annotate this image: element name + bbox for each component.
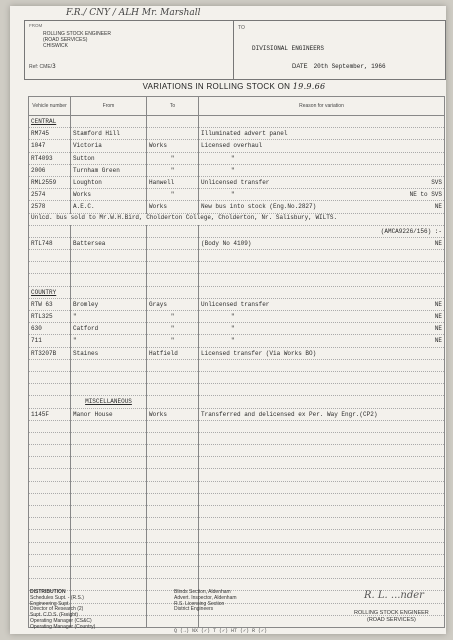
- cell-to: ": [147, 311, 199, 323]
- cell-reason: [199, 566, 445, 578]
- cell-to: [147, 530, 199, 542]
- cell-reason: [199, 262, 445, 274]
- cell-vehicle: [29, 384, 71, 396]
- table-row: [29, 311, 445, 323]
- cell-from: [71, 542, 147, 554]
- variation-note: (AMCA9226/156) :-: [380, 227, 442, 235]
- distribution-right: [174, 590, 237, 613]
- table-row: [29, 237, 445, 249]
- cell-from: [71, 432, 147, 444]
- cell-vehicle: 1145F: [29, 408, 71, 420]
- cell-vehicle: [29, 432, 71, 444]
- distribution-left: [30, 590, 95, 631]
- cell-to: ": [147, 323, 199, 335]
- full-width-note: Unlcd. bus sold to Mr.W.H.Bird, Cholderton College, Cholderton, Nr. Salisbury, WILTS.: [31, 213, 338, 221]
- cell-from: [71, 274, 147, 286]
- cell-vehicle: [29, 262, 71, 274]
- cell-reason: [199, 128, 445, 140]
- cell-from: A.E.C.: [71, 201, 147, 213]
- from-line: ROLLING STOCK ENGINEER: [43, 31, 111, 37]
- reason-text: Unlicensed transfer: [201, 179, 270, 187]
- cell-from: MISCELLANEOUS: [71, 396, 147, 408]
- col-reason: Reason for variation: [199, 97, 445, 116]
- reason-text: Licensed transfer (Via Works BO): [201, 349, 317, 357]
- cell-vehicle: [29, 250, 71, 262]
- cell-vehicle: 2006: [29, 164, 71, 176]
- table-row: [29, 140, 445, 152]
- cell-reason: [199, 432, 445, 444]
- cell-from: Sutton: [71, 152, 147, 164]
- reason-text: ": [231, 325, 235, 333]
- title-date: 19.9.66: [292, 82, 326, 91]
- variation-note: NE: [434, 337, 442, 345]
- variation-note: NE: [434, 325, 442, 333]
- table-row: [29, 347, 445, 359]
- col-vehicle: Vehicle number: [29, 97, 71, 116]
- cell-to: ": [147, 164, 199, 176]
- table-header-row: [29, 97, 445, 116]
- variations-table: [28, 96, 445, 628]
- reason-text: ": [231, 191, 235, 199]
- cell-to: [147, 493, 199, 505]
- table-row: [29, 432, 445, 444]
- col-to: To: [147, 97, 199, 116]
- cell-from: [71, 518, 147, 530]
- table-row: [29, 493, 445, 505]
- cell-vehicle: CENTRAL: [29, 116, 71, 128]
- cell-reason: [199, 140, 445, 152]
- cell-to: [147, 225, 199, 237]
- distribution-ticks: Q (→) NX (✓) T (✓) HT (✓) R (✓): [174, 628, 268, 634]
- cell-to: [147, 518, 199, 530]
- cell-to: Works: [147, 140, 199, 152]
- cell-vehicle: [29, 493, 71, 505]
- table-row: [29, 335, 445, 347]
- cell-from: [71, 566, 147, 578]
- reason-text: (Body No 4109): [201, 239, 252, 247]
- col-from: From: [71, 97, 147, 116]
- cell-to: [147, 286, 199, 298]
- to-label: TO: [238, 25, 245, 31]
- reason-text: Illuminated advert panel: [201, 130, 288, 138]
- cell-from: Victoria: [71, 140, 147, 152]
- reason-text: ": [231, 154, 235, 162]
- table-row: [29, 445, 445, 457]
- cell-to: [147, 432, 199, 444]
- distribution-item: Engineering Supt.: [30, 600, 70, 607]
- cell-reason: [199, 201, 445, 213]
- cell-reason: [199, 408, 445, 420]
- cell-from: [71, 384, 147, 396]
- table-row: [29, 457, 445, 469]
- cell-vehicle: [29, 566, 71, 578]
- cell-to: [147, 274, 199, 286]
- to-box: [234, 21, 445, 79]
- table-row: [29, 323, 445, 335]
- cell-vehicle: [29, 518, 71, 530]
- table-row: [29, 164, 445, 176]
- cell-from: [71, 481, 147, 493]
- cell-to: [147, 384, 199, 396]
- cell-reason: [199, 359, 445, 371]
- cell-reason: [199, 371, 445, 383]
- cell-to: [147, 396, 199, 408]
- cell-vehicle: [29, 371, 71, 383]
- cell-to: ": [147, 335, 199, 347]
- reason-text: ": [231, 313, 235, 321]
- cell-vehicle: [29, 506, 71, 518]
- cell-from: [71, 493, 147, 505]
- reason-text: Transferred and delicensed ex Per. Way Engr.(CP2): [201, 410, 378, 418]
- cell-to: [147, 371, 199, 383]
- from-lines: [43, 31, 111, 49]
- cell-vehicle: [29, 274, 71, 286]
- cell-reason: [199, 225, 445, 237]
- cell-reason: [199, 335, 445, 347]
- cell-to: [147, 506, 199, 518]
- cell-vehicle: RML2559: [29, 176, 71, 188]
- cell-vehicle: [29, 542, 71, 554]
- cell-reason: [199, 347, 445, 359]
- from-line: (ROAD SERVICES): [43, 37, 88, 43]
- cell-reason: [199, 176, 445, 188]
- cell-from: Loughton: [71, 176, 147, 188]
- cell-to: Works: [147, 201, 199, 213]
- distribution-item: Operating Manager (Country): [30, 623, 96, 630]
- cell-to: [147, 566, 199, 578]
- cell-reason: [199, 506, 445, 518]
- reason-text: ": [231, 337, 235, 345]
- cell-from: Works: [71, 189, 147, 201]
- cell-vehicle: 2578: [29, 201, 71, 213]
- distribution-item: Director of Research (2): [30, 606, 84, 613]
- reason-text: ": [231, 166, 235, 174]
- table-row: [29, 420, 445, 432]
- cell-to: [147, 481, 199, 493]
- table-row: [29, 116, 445, 128]
- cell-to: [147, 237, 199, 249]
- cell-vehicle: [29, 530, 71, 542]
- cell-vehicle: 630: [29, 323, 71, 335]
- cell-vehicle: [29, 420, 71, 432]
- signatory: [354, 610, 429, 624]
- cell-reason: [199, 518, 445, 530]
- to-value: DIVISIONAL ENGINEERS: [252, 45, 325, 52]
- table-row: [29, 359, 445, 371]
- table-row: [29, 213, 445, 225]
- cell-reason: [199, 445, 445, 457]
- signatory-line: (ROAD SERVICES): [366, 617, 416, 623]
- table-row: [29, 384, 445, 396]
- cell-from: [71, 116, 147, 128]
- table-row: [29, 506, 445, 518]
- cell-vehicle: [29, 469, 71, 481]
- cell-from: [71, 359, 147, 371]
- cell-from: [71, 250, 147, 262]
- table-row: [29, 176, 445, 188]
- distribution-label: DISTRIBUTION: [30, 589, 66, 595]
- cell-vehicle: [29, 225, 71, 237]
- document-sheet: [10, 6, 446, 634]
- table-row: [29, 274, 445, 286]
- cell-vehicle: [29, 359, 71, 371]
- cell-vehicle: 2574: [29, 189, 71, 201]
- cell-reason: [199, 189, 445, 201]
- cell-vehicle: [29, 554, 71, 566]
- cell-from: Battersea: [71, 237, 147, 249]
- table-row: [29, 250, 445, 262]
- table-row: [29, 542, 445, 554]
- cell-reason: [199, 323, 445, 335]
- cell-from: [71, 530, 147, 542]
- table-row: [29, 554, 445, 566]
- cell-to: [147, 554, 199, 566]
- cell-reason: [199, 469, 445, 481]
- distribution-item: Operating Manager (CS&C): [30, 617, 92, 624]
- variation-note: NE to SVS: [409, 191, 442, 199]
- cell-reason: [199, 250, 445, 262]
- cell-from: Manor House: [71, 408, 147, 420]
- cell-reason: [199, 396, 445, 408]
- cell-reason: [199, 493, 445, 505]
- table-row: [29, 152, 445, 164]
- cell-vehicle: [29, 445, 71, 457]
- cell-to: Hatfield: [147, 347, 199, 359]
- header-box: [24, 20, 446, 80]
- cell-to: [147, 359, 199, 371]
- cell-to: [147, 128, 199, 140]
- cell-reason: [199, 530, 445, 542]
- cell-reason: [199, 237, 445, 249]
- cell-to: Hanwell: [147, 176, 199, 188]
- cell-reason: [199, 164, 445, 176]
- distribution-item: Schedules Supt. - (R.S.): [30, 594, 84, 601]
- reason-text: Licensed overhaul: [201, 142, 263, 150]
- cell-vehicle: RT4093: [29, 152, 71, 164]
- cell-reason: [199, 420, 445, 432]
- table-row: [29, 286, 445, 298]
- cell-to: ": [147, 152, 199, 164]
- cell-reason: [199, 152, 445, 164]
- cell-vehicle: RM745: [29, 128, 71, 140]
- cell-to: [147, 457, 199, 469]
- cell-from: [71, 469, 147, 481]
- cell-to: Works: [147, 408, 199, 420]
- cell-to: [147, 116, 199, 128]
- cell-reason: [199, 542, 445, 554]
- table-row: [29, 530, 445, 542]
- date-value: 20th September, 1966: [313, 63, 386, 70]
- table-row: [29, 566, 445, 578]
- cell-vehicle: COUNTRY: [29, 286, 71, 298]
- cell-from: Bromley: [71, 298, 147, 310]
- table-row: [29, 481, 445, 493]
- cell-vehicle: [29, 396, 71, 408]
- cell-reason: [199, 298, 445, 310]
- cell-vehicle: RT3207B: [29, 347, 71, 359]
- cell-reason: [199, 116, 445, 128]
- table-row: [29, 189, 445, 201]
- cell-reason: [199, 457, 445, 469]
- cell-full: [29, 213, 445, 225]
- reason-text: Unlicensed transfer: [201, 300, 270, 308]
- cell-reason: [199, 481, 445, 493]
- table-row: [29, 408, 445, 420]
- from-label: FROM: [29, 23, 43, 28]
- variation-note: NE: [434, 239, 442, 247]
- cell-from: Stamford Hill: [71, 128, 147, 140]
- cell-to: Grays: [147, 298, 199, 310]
- cell-reason: [199, 274, 445, 286]
- variation-note: SVS: [431, 179, 442, 187]
- cell-to: [147, 262, 199, 274]
- date-label: DATE: [292, 64, 308, 70]
- distribution-item: District Engineers: [174, 606, 214, 613]
- reference: [29, 63, 56, 70]
- cell-from: Turnham Green: [71, 164, 147, 176]
- cell-from: [71, 554, 147, 566]
- table-row: [29, 298, 445, 310]
- variation-note: NE: [434, 300, 442, 308]
- variation-note: NE: [434, 313, 442, 321]
- cell-reason: [199, 286, 445, 298]
- cell-to: [147, 420, 199, 432]
- cell-from: [71, 371, 147, 383]
- cell-vehicle: RTW 63: [29, 298, 71, 310]
- cell-vehicle: [29, 481, 71, 493]
- footer: [24, 588, 444, 634]
- cell-from: [71, 225, 147, 237]
- table-row: [29, 518, 445, 530]
- table-row: [29, 371, 445, 383]
- table-row: [29, 201, 445, 213]
- cell-to: [147, 250, 199, 262]
- cell-from: [71, 457, 147, 469]
- distribution-item: R.S. Licensing Section: [174, 600, 225, 607]
- date: [292, 63, 386, 70]
- cell-from: [71, 262, 147, 274]
- cell-from: Catford: [71, 323, 147, 335]
- cell-vehicle: RTL325: [29, 311, 71, 323]
- title-text: VARIATIONS IN ROLLING STOCK ON: [142, 82, 291, 91]
- cell-to: ": [147, 189, 199, 201]
- distribution-item: Advert. Inspector, Aldenham: [174, 594, 237, 601]
- handwritten-note: F.R./ CNY / ALH Mr. Marshall: [66, 8, 201, 18]
- cell-vehicle: [29, 457, 71, 469]
- signatory-line: ROLLING STOCK ENGINEER: [354, 610, 429, 616]
- variation-note: NE: [434, 203, 442, 211]
- cell-vehicle: 1047: [29, 140, 71, 152]
- table-row: [29, 262, 445, 274]
- cell-reason: [199, 554, 445, 566]
- signature: R. L. ...nder: [364, 590, 424, 601]
- cell-reason: [199, 384, 445, 396]
- table-row: [29, 225, 445, 237]
- table-row: [29, 396, 445, 408]
- cell-from: Staines: [71, 347, 147, 359]
- table-row: [29, 469, 445, 481]
- from-line: CHISWICK: [43, 43, 68, 49]
- table-row: [29, 128, 445, 140]
- distribution-item: Supt. C.D.S. (Freight): [30, 612, 79, 619]
- reason-text: New bus into stock (Eng.No.2827): [201, 203, 317, 211]
- cell-from: ": [71, 335, 147, 347]
- distribution-item: Blinds Section, Aldenham: [174, 589, 231, 595]
- ref-value: 3: [52, 63, 56, 70]
- cell-reason: [199, 311, 445, 323]
- cell-from: [71, 506, 147, 518]
- cell-from: [71, 445, 147, 457]
- cell-vehicle: 711: [29, 335, 71, 347]
- cell-from: ": [71, 311, 147, 323]
- cell-vehicle: RTL748: [29, 237, 71, 249]
- cell-to: [147, 542, 199, 554]
- cell-to: [147, 469, 199, 481]
- cell-from: [71, 420, 147, 432]
- cell-from: [71, 286, 147, 298]
- page-title: [24, 82, 444, 91]
- cell-to: [147, 445, 199, 457]
- from-box: [25, 21, 234, 79]
- ref-label: Ref: CME/: [29, 64, 53, 70]
- table-body: [29, 116, 445, 628]
